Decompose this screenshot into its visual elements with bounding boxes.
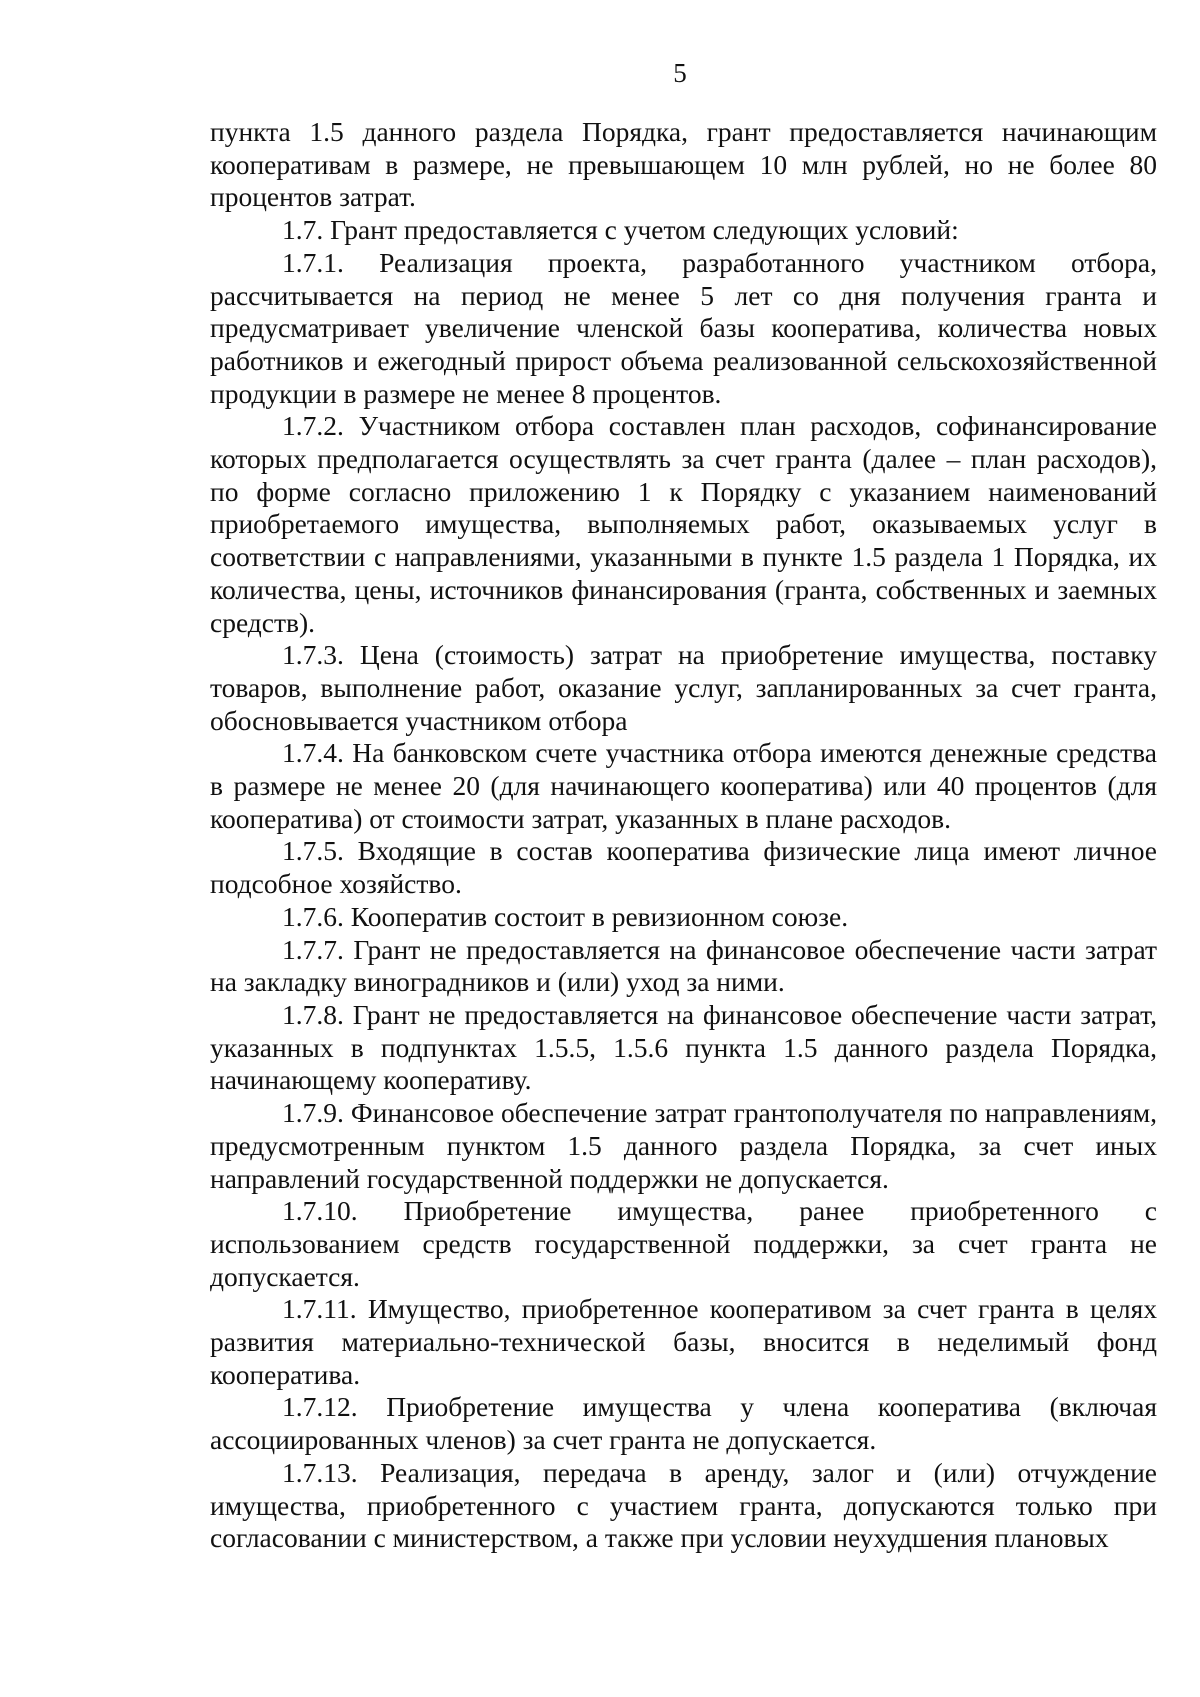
paragraph-1-7-10: 1.7.10. Приобретение имущества, ранее приобретенного с использованием средств государственной поддержки, за счет гранта не допускается. [210, 1195, 1157, 1292]
paragraph-1-7-6: 1.7.6. Кооператив состоит в ревизионном союзе. [282, 900, 849, 932]
paragraph-1-7-12: 1.7.12. Приобретение имущества у члена кооператива (включая ассоциированных членов) за счет гранта не допускается. [210, 1391, 1157, 1456]
paragraph-1-7-3: 1.7.3. Цена (стоимость) затрат на приобретение имущества, поставку товаров, выполнение работ, оказание услуг, запланированных за счет гранта, обосновывается участником отбора [210, 639, 1157, 736]
document-body [210, 116, 1157, 1555]
paragraph-1-7-13: 1.7.13. Реализация, передача в аренду, залог и (или) отчуждение имущества, приобретенного с участием гранта, допускаются только при согласовании с министерством, а также при условии неухудшения плановых [210, 1456, 1157, 1554]
paragraph-1-7: 1.7. Грант предоставляется с учетом следующих условий: [282, 214, 959, 246]
paragraph-1-7-11: 1.7.11. Имущество, приобретенное кооперативом за счет гранта в целях развития материально-технической базы, вносится в неделимый фонд кооператива. [210, 1293, 1157, 1390]
paragraph-1-7-8: 1.7.8. Грант не предоставляется на финансовое обеспечение части затрат, указанных в подпунктах 1.5.5, 1.5.6 пункта 1.5 данного раздела Порядка, начинающему кооперативу. [210, 998, 1157, 1096]
paragraph-continuation: пункта 1.5 данного раздела Порядка, грант предоставляется начинающим кооперативам в размере, не превышающем 10 млн рублей, но не более 80 процентов затрат. [210, 116, 1157, 213]
paragraph-1-7-9: 1.7.9. Финансовое обеспечение затрат грантополучателя по направлениям, предусмотренным пунктом 1.5 данного раздела Порядка, за счет иных направлений государственной поддержки не допускается. [210, 1097, 1157, 1194]
paragraph-1-7-7: 1.7.7. Грант не предоставляется на финансовое обеспечение части затрат на закладку виноградников и (или) уход за ними. [210, 933, 1157, 998]
paragraph-1-7-4: 1.7.4. На банковском счете участника отбора имеются денежные средства в размере не менее 20 (для начинающего кооператива) или 40 процентов (для кооператива) от стоимости затрат, указанных в плане расходов. [210, 737, 1157, 834]
page-number: 5 [673, 58, 687, 88]
paragraph-1-7-5: 1.7.5. Входящие в состав кооператива физические лица имеют личное подсобное хозяйство. [210, 835, 1157, 900]
paragraph-1-7-2: 1.7.2. Участником отбора составлен план расходов, софинансирование которых предполагается осуществлять за счет гранта (далее – план расходов), по форме согласно приложению 1 к Порядку с указанием наименований приобретаемого имущества, выполняемых работ, оказываемых услуг в соответствии с направлениями, указанными в пункте 1.5 раздела 1 Порядка, их количества, цены, источников финансирования (гранта, собственных и заемных средств). [210, 410, 1157, 638]
paragraph-1-7-1: 1.7.1. Реализация проекта, разработанного участником отбора, рассчитывается на период не менее 5 лет со дня получения гранта и предусматривает увеличение членской базы кооператива, количества новых работников и ежегодный прирост объема реализованной сельскохозяйственной продукции в размере не менее 8 процентов. [210, 246, 1157, 409]
